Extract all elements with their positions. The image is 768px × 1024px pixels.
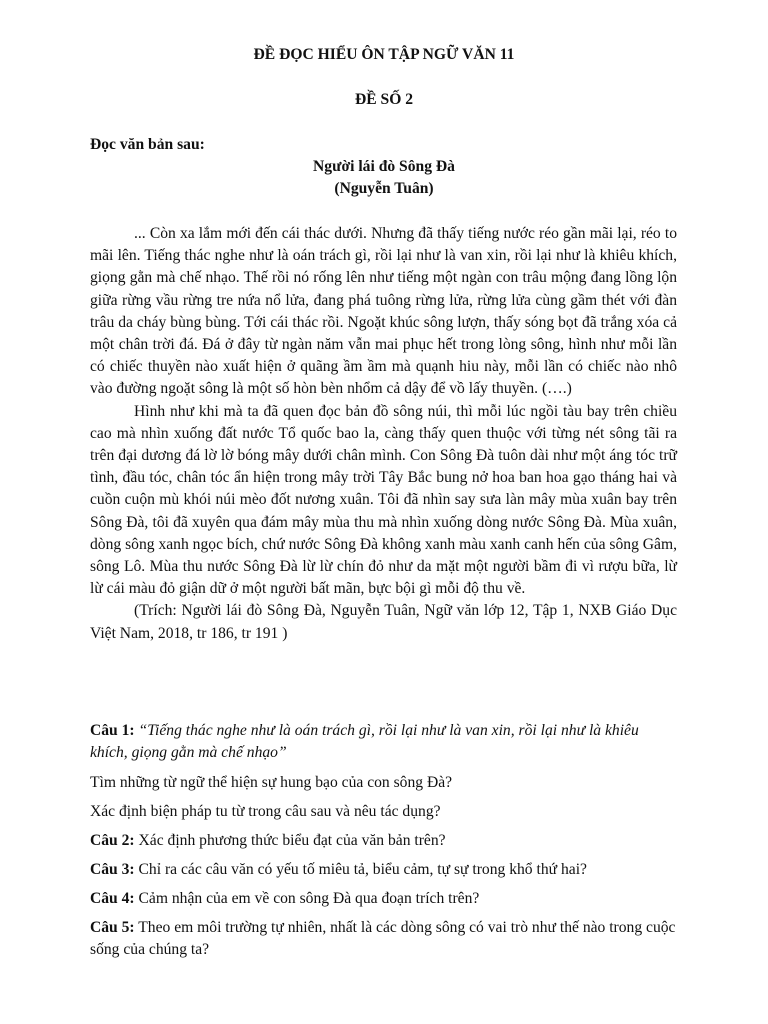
passage-paragraph-1: ... Còn xa lắm mới đến cái thác dưới. Nhưng đã thấy tiếng nước réo gần mãi lại, réo to mãi lên. Tiếng thác nghe như là oán trách gì, rồi lại như là van xin, rồi lại như là khiêu khích, giọng gằn mà chế nhạo. Thế rồi nó rống lên như tiếng một ngàn con trâu mộng đang lồng lộn giữa rừng vầu rừng tre nứa nổ lửa, đang phá tuông rừng lửa, rừng lửa cùng gầm thét với đàn trâu da cháy bùng bùng. Tới cái thác rồi. Ngoặt khúc sông lượn, thấy sóng bọt đã trắng xóa cả một chân trời đá. Đá ở đây từ ngàn năm vẫn mai phục hết trong lòng sông, hình như mỗi lần có chiếc thuyền nào xuất hiện ở quãng ầm ầm mà quạnh hiu này, mỗi lần có chiếc nào nhô vào đường ngoặt sông là một số hòn bèn nhổm cả dậy để vồ lấy thuyền. (….) [90, 225, 677, 398]
question-1-label: Câu 1: [90, 722, 135, 739]
question-list [90, 720, 680, 968]
passage-paragraph-2: Hình như khi mà ta đã quen đọc bản đồ sông núi, thì mỗi lúc ngồi tàu bay trên chiều cao mà nhìn xuống đất nước Tổ quốc bao la, càng thấy quen thuộc với từng nét sông tãi ra trên đại dương đá lờ lờ bóng mây dưới chân mình. Con Sông Đà tuôn dài như một áng tóc trữ tình, đầu tóc, chân tóc ẩn hiện trong mây trời Tây Bắc bung nở hoa ban hoa gạo tháng hai và cuồn cuộn mù khói núi mèo đốt nương xuân. Tôi đã nhìn say sưa làn mây mùa xuân bay trên Sông Đà, tôi đã xuyên qua đám mây mùa thu mà nhìn xuống dòng nước Sông Đà. Mùa xuân, dòng sông xanh ngọc bích, chứ nước Sông Đà không xanh màu xanh canh hến của sông Gâm, sông Lô. Mùa thu nước Sông Đà lừ lừ chín đỏ như da mặt một người bầm đi vì rượu bữa, lừ lừ cái màu đỏ giận dữ ở một người bất mãn, bực bội gì mỗi độ thu về. [90, 402, 677, 598]
reading-passage [90, 223, 677, 645]
question-2-text: Xác định phương thức biểu đạt của văn bản trên? [138, 832, 446, 849]
reading-instruction: Đọc văn bản sau: [90, 136, 205, 153]
question-4-label: Câu 4: [90, 890, 135, 907]
question-2-label: Câu 2: [90, 832, 135, 849]
question-4-text: Cảm nhận của em về con sông Đà qua đoạn trích trên? [138, 890, 480, 907]
question-3 [90, 859, 680, 881]
question-4 [90, 888, 680, 910]
question-1-quote: “Tiếng thác nghe như là oán trách gì, rồi lại như là van xin, rồi lại như là khiêu khích, giọng gằn mà chế nhạo” [90, 722, 639, 761]
question-1 [90, 720, 680, 764]
work-title: Người lái đò Sông Đà [313, 158, 455, 175]
document-title: ĐỀ ĐỌC HIỂU ÔN TẬP NGỮ VĂN 11 [253, 46, 515, 63]
work-author: (Nguyễn Tuân) [334, 180, 434, 197]
question-3-label: Câu 3: [90, 861, 135, 878]
question-3-text: Chỉ ra các câu văn có yếu tố miêu tả, biểu cảm, tự sự trong khổ thứ hai? [138, 861, 587, 878]
passage-citation: (Trích: Người lái đò Sông Đà, Nguyễn Tuân, Ngữ văn lớp 12, Tập 1, NXB Giáo Dục Việt Nam, 2018, tr 186, tr 191 ) [90, 602, 677, 642]
exam-number: ĐỀ SỐ 2 [354, 91, 414, 108]
question-2 [90, 830, 680, 852]
question-5-text: Theo em môi trường tự nhiên, nhất là các dòng sông có vai trò như thế nào trong cuộc sống của chúng ta? [90, 919, 676, 958]
question-5 [90, 917, 680, 961]
question-1b: Xác định biện pháp tu từ trong câu sau và nêu tác dụng? [90, 803, 441, 820]
question-1a: Tìm những từ ngữ thể hiện sự hung bạo của con sông Đà? [90, 774, 453, 791]
question-5-label: Câu 5: [90, 919, 135, 936]
